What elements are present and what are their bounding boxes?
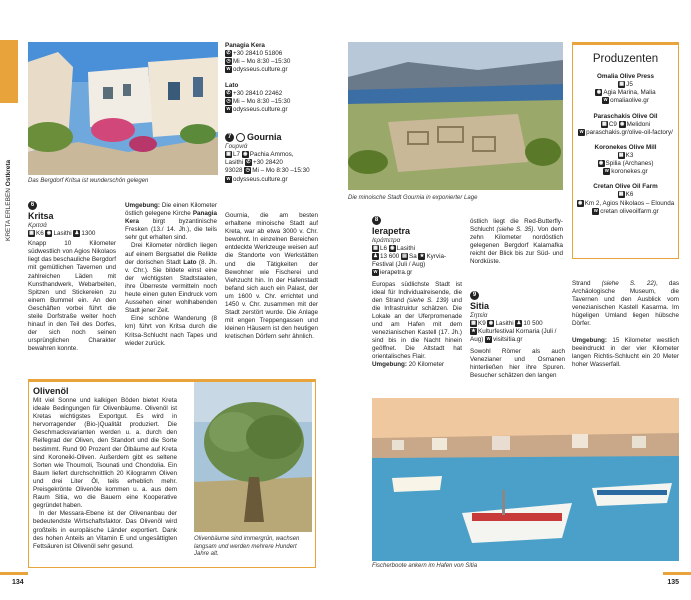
ierapetra-section [372,215,462,370]
sitia-harbour-image [372,398,679,561]
col6-text: Strand [572,280,602,287]
col6-ref: (siehe S. 22) [601,280,657,287]
producer-name: Omalia Olive Press [596,73,655,80]
producer-web[interactable]: paraschakis.gr/olive-oil-factory/ [586,128,673,136]
surroundings-lead: Umgebung: [125,202,160,209]
lato-phone: +30 28410 22462 [233,90,283,98]
web-icon: w [226,66,231,73]
kritsa-grid: K6 [36,230,44,238]
map-grid-icon: ▦ [471,320,476,326]
producer-grid: K3 [625,152,634,160]
pin-icon: ◉ [243,151,248,157]
producer-grid: J5 [626,81,633,89]
map-grid-icon: ▦ [601,120,607,127]
ierapetra-region: Lasithi [396,245,415,253]
kritsa-surroundings [125,202,217,348]
sitia-grid: K9 [478,320,486,328]
photo-kritsa [28,42,218,175]
olivenoel-text: Mit viel Sonne und kalkigen Böden bietet Kreta ideale Bedingungen für Olivenbäume. Olivenöl ist Kretas wichtigstes Exportgut. Es wird in hervorragender (Bio-)Qualität produziert. Die Geschmacksvarianten werden u. a. durch den Reifegrad der Oliven, den Standort und die Sorte bestimmt. Rund 90 Prozent der Ölbäume auf Kreta sind Koroneiki-Oliven. Außerdem gibt es seltene Sorten wie Thoumoli, Tsounati und Chondolia. Ein Baum liefert durchschnittlich 20 Kilogramm Oliven und drei Liter Öl, teils erheblich mehr. Preisgekrönte Olivenöle kommen u. a. aus dem Raum Sitia, wo die Bauern eine Kooperative gegründet haben. [33,397,177,510]
clock-icon: ◷ [226,58,231,65]
producer-grid: C9 [608,120,617,128]
pin-icon: ◉ [488,320,494,326]
sidebar-region: Ostkreta [5,159,12,187]
olivenoel-text-block [33,386,177,551]
sitia-continued [572,280,679,369]
lato-hours: Mi – Mo 8:30 –15:30 [233,98,291,106]
ierapetra-text2: und die Infrastruktur schätzen. Die Lokale an der Uferpromenade und am Hafen mit dem venezianischen Kastell (17. Jh.) sind bis in die Nacht hinein geöffnet. Die Altstadt hat orientalisches Flair. [372,296,462,361]
photo-gournia [348,42,563,190]
photo-olive-tree [194,382,312,532]
col5-text: östlich liegt die Red-Butterfly-Schlucht [470,218,563,234]
gournia-phone2: 93028 [225,167,243,175]
producer-web[interactable]: cretan oliveoilfarm.gr [600,207,659,215]
producer-address: Agia Marina, Malia [603,89,656,97]
lato-title: Lato [225,82,239,89]
web-icon: w [603,97,608,104]
map-grid-icon: ▦ [619,81,625,87]
col6-lead: Umgebung: [572,336,607,344]
ierapetra-ref: (siehe S. 139) [406,296,449,304]
gournia-description: Gournia, die am besten erhaltene minoische Stadt auf Kreta, war ab etwa 3000 v. Chr. bewohnt. In einzelnen Bereichen entdeckte Werkzeuge weisen auf die Standorte von Werkstätten und die Tätigkeiten der Bewohner wie Fischerei und Viehzucht hin. In der Hafenstadt befand sich auch ein Palast, der um 1600 v. Chr. errichtet und 1450 v. Chr. zusammen mit der Stadt zerstört wurde. Die Anlage mit engen Treppengassen und kleinen Häusern ist den heutigen kretischen Dörfern sehr ähnlich. [225,212,318,341]
page-number-right: 135 [667,579,679,586]
sitia-greek: Σητεία [470,312,488,319]
olivenoel-box [28,379,316,568]
pin-icon: ◉ [619,120,625,127]
page-number-left: 134 [12,579,24,586]
gournia-phone: +30 28420 [252,159,283,167]
producer-address: Spilia (Archanes) [605,160,654,168]
web-icon: w [486,336,491,343]
gournia-web[interactable]: odysseus.culture.gr [233,175,288,183]
ierapetra-title: Ierapetra [372,226,411,236]
gournia-address2: Lasithi [225,159,244,167]
clock-icon: ◷ [245,167,250,174]
sitia-region: Lasithi [495,320,514,328]
map-grid-icon: ▦ [618,151,624,158]
gournia-info [225,132,335,184]
photo-sitia-caption: Fischerboote ankern im Hafen von Sitia [372,563,478,569]
web-icon: w [604,168,609,175]
photo-kritsa-caption: Das Bergdorf Kritsa ist wunderschön gelegen [28,178,149,184]
ierapetra-text: Europas südlichste Stadt ist ideal für Individualreisende, die den Strand [372,280,462,304]
col6-lead-text: 15 Kilometer westlich beeindruckt in der vier Kilometer langen Richtis-Schlucht ein 20 Meter hoher Wasserfall. [572,336,679,368]
surroundings-p1-rest: birgt byzantinische Fresken (13./ 14. Jh.), die teils sehr gut erhalten sind. [125,218,217,242]
lato-web[interactable]: odysseus.culture.gr [233,106,288,114]
surroundings-p1: Die einen Kilometer östlich gelegene Kirche [125,202,217,218]
festival-icon: ★ [471,328,476,335]
col6-text2: , das Archäologische Museum, die Tavernen und den Ausblick vom venezianischen Kastell Kasarma. Im hügeligen Umland liegen hübsche Dörfer. [572,280,679,328]
pin-icon: ◉ [596,89,602,96]
panagia-info [225,42,335,75]
page-bar-left [0,572,28,575]
ierapetra-continued [470,218,563,267]
surroundings-p2: Drei Kilometer nördlich liegen auf einem Bergsattel die Relikte der dorischen Stadt [125,242,217,266]
kritsa-greek: Κριτσά [28,222,47,229]
phone-icon: ✆ [246,159,251,166]
web-icon: w [593,207,598,214]
sitia-section [470,290,565,380]
producer-web[interactable]: omaliaolive.gr [610,97,649,105]
panagia-phone: +30 28410 51806 [233,50,283,58]
olive-tree-image [194,382,312,532]
olivenoel-title: Olivenöl [33,386,69,396]
kritsa-title: Kritsa [28,211,54,221]
pin-icon: ◉ [598,160,604,167]
web-icon: w [226,175,231,182]
ierapetra-population: 13 600 [380,253,400,261]
producer-entry [573,73,678,106]
surroundings-p1-bold: Panagia Kera [125,210,217,226]
sitia-title: Sitia [470,301,490,311]
calendar-icon: ▤ [402,253,407,260]
gournia-address: Pachia Ammos, [249,151,294,159]
producer-entry [573,113,678,137]
col5-text2: . Von dem zehn Kilometer nordöstlich gelegenen Bergdorf Kalamafka reicht der Blick bis zur Süd- und Nordküste. [470,226,564,266]
sitia-number: 9 [470,291,479,300]
phone-icon: ✆ [226,90,231,96]
kritsa-population: 1300 [81,230,96,238]
ierapetra-festival: Kyrvia-Festival (Juli / Aug) [372,253,447,269]
ierapetra-number: 8 [372,216,381,225]
kritsa-region: Lasithi [53,230,72,238]
panagia-hours: Mi – Mo 8:30 –15:30 [233,58,291,66]
produzenten-title: Produzenten [592,53,659,65]
olivenoel-text2: In der Messara-Ebene ist der Olivenanbau der bedeutendste Wirtschaftsfaktor. Das Olivenöl wird großteils in europäische Länder exportiert. Dank des hohen Anteils an Vitamin E und ungesättigten Fettsäuren ist Olivenöl sehr gesund. [33,510,177,550]
ierapetra-lead: Umgebung: [372,361,407,369]
monument-icon [236,133,245,142]
map-grid-icon: ▦ [618,191,624,198]
producer-address: Melidoni [626,120,651,128]
produzenten-box [572,42,679,259]
olive-caption: Olivenbäume sind immergrün, wachsen langsam und werden mehrere Hundert Jahre alt. [194,536,300,557]
phone-icon: ✆ [226,50,231,56]
population-icon: ♟ [373,253,378,260]
producer-name: Koronekes Olive Mill [594,143,657,151]
producer-name: Paraschakis Olive Oil [593,112,658,120]
population-icon: ♟ [74,230,80,236]
producer-grid: K6 [625,191,634,199]
ierapetra-festival-day: Sa [409,253,417,261]
web-icon: w [226,106,231,113]
ierapetra-greek: Ιεράπετρα [372,237,401,244]
festival-icon: ★ [419,253,425,260]
photo-sitia [372,398,679,561]
population-icon: ♟ [516,320,522,326]
photo-gournia-caption: Die minoische Stadt Gournia in exponierter Lage [348,195,478,201]
ierapetra-grid: L6 [380,245,388,253]
panagia-web[interactable]: odysseus.culture.gr [233,66,288,74]
col5-ref: (siehe S. 35) [496,226,534,234]
sitia-text: Sowohl Römer als auch Venezianer und Osmanen hinterließen hier ihre Spuren. Besucher schätzen den langen [470,347,565,379]
producer-entry [573,144,678,177]
producer-address: Km 2, Agios Nikolaos – Elounda [584,199,675,207]
lato-info [225,82,335,115]
page-number-left-block [0,572,40,587]
map-grid-icon: ▦ [226,151,231,157]
kritsa-number: 6 [28,201,37,210]
producer-web[interactable]: koronekes.gr [611,168,648,176]
sitia-web[interactable]: visitsitia.gr [493,336,523,344]
kritsa-section [28,200,116,353]
web-icon: w [373,269,378,276]
sitia-festival: Kulturfestival Kornaria (Juli / Aug) [470,328,557,344]
gournia-number: 7 [225,133,234,142]
pin-icon: ◉ [390,245,395,251]
sitia-population: 10 500 [523,320,543,328]
producer-entry [573,183,678,216]
web-icon: w [579,128,584,135]
producer-name: Cretan Olive Oil Farm [593,183,658,191]
ierapetra-web[interactable]: ierapetra.gr [380,269,413,277]
panagia-title: Panagia Kera [225,42,265,49]
gournia-text [225,212,318,342]
kritsa-village-image [28,42,218,175]
clock-icon: ◷ [226,98,231,105]
gournia-hours: Mi – Mo 8:30 –15:30 [252,167,310,175]
surroundings-p2-bold: Lato [183,258,197,266]
kritsa-text: Knapp 10 Kilometer südwestlich von Agios Nikolaos liegt das beschauliche Bergdorf mit gemütlichen Tavernen und zahlreichen Läden mit Kunsthandwerk, Webarbeiten, Spitzen und Stickereien zu einem Bummel ein. An den Geschäften vorbei führt die steile Dorfstraße weiter hoch hinauf in den Teil des Dorfes, der sich noch seinen ursprünglichen Charakter bewahren konnte. [28,240,116,353]
ierapetra-lead-text: 20 Kilometer [406,361,445,369]
pin-icon: ◉ [46,230,52,236]
gournia-title: Gournia [247,132,282,142]
map-grid-icon: ▦ [29,230,34,236]
surroundings-p2-rest: (8. Jh. v. Chr.). Sie bildete einst eine der wichtigsten Stadtstaaten, ihre Überreste vermitteln noch heute einen guten Eindruck vom Aussehen einer wohlhabenden Stadt jener Zeit. [125,258,218,315]
pin-icon: ◉ [578,199,583,206]
page-bar-right [663,572,691,575]
gournia-greek: Γουρνιά [225,143,248,150]
gournia-ruins-image [348,42,563,190]
sidebar-label [0,40,18,245]
map-grid-icon: ▦ [373,245,378,251]
gournia-grid: L7 [233,151,241,159]
sidebar-section: KRETA ERLEBEN [5,188,12,241]
page-number-right-block [651,572,691,587]
sidebar [0,40,18,245]
surroundings-p3: Eine schöne Wanderung (8 km) führt von Kritsa durch die Kritsa-Schlucht nach Tapes und wieder zurück. [125,315,217,347]
